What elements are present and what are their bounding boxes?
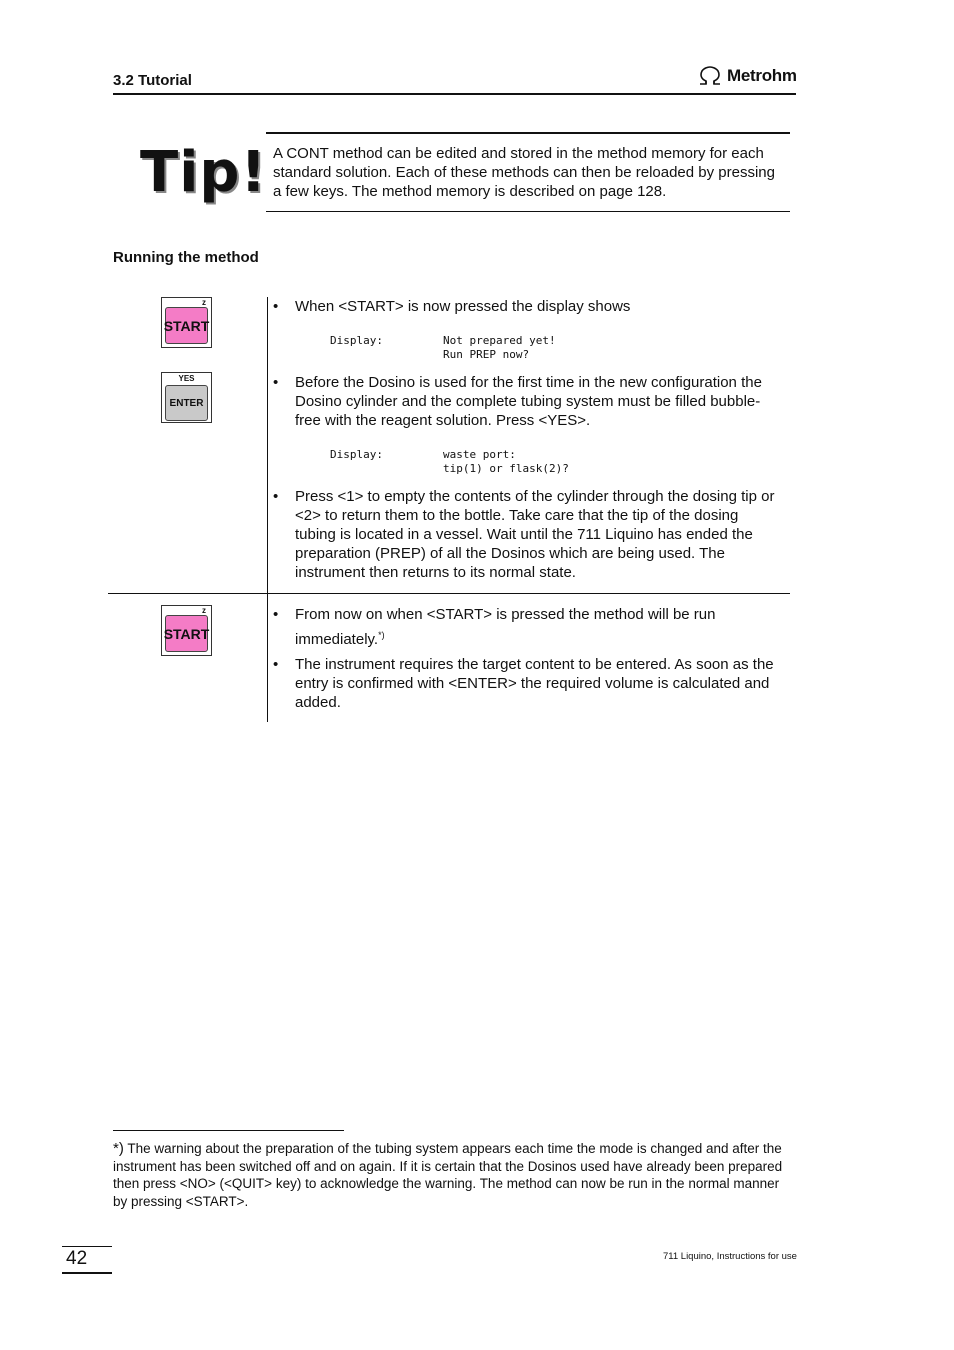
tip-rule-bottom: [266, 211, 790, 212]
display-line: Run PREP now?: [443, 348, 530, 361]
list-item: [273, 604, 783, 650]
list-item: • The instrument requires the target content to be entered. As soon as the entry is confirmed with <ENTER> the required volume is calculated and added.: [273, 656, 774, 711]
start-keycap: START: [165, 615, 208, 652]
footnote-ref: *): [378, 630, 385, 640]
display-label: Display:: [330, 448, 383, 461]
brand-name: Metrohm: [727, 66, 797, 85]
section-title: 3.2 Tutorial: [113, 72, 192, 89]
start-keycap: START: [165, 307, 208, 344]
page-number-rule-top: [62, 1246, 112, 1247]
list-item: • Press <1> to empty the contents of the cylinder through the dosing tip or <2> to return them to the bottle. Take care that the tip of the dosing tubing is located in a vessel. Wait until the 711 Liquino has ended the preparation (PREP) of all the Dosinos which are being used. The instrument then returns to its normal state.: [273, 488, 775, 581]
key-secondary-label: YES: [178, 374, 195, 383]
key-secondary-label: z: [202, 298, 206, 307]
tip-text: A CONT method can be edited and stored in the method memory for each standard solution. Each of these methods can then be reloaded by pressing a few keys. The method memory is described on page 128.: [273, 145, 775, 200]
row-divider: [108, 593, 790, 594]
footnote-text: The warning about the preparation of the tubing system appears each time the mode is changed and after the instrument has been switched off and on again. If it is certain that the Dosinos used have already been prepared then press <NO> (<QUIT> key) to acknowledge the warning. The method can now be run in the normal manner by pressing <START>.: [113, 1141, 783, 1209]
section-heading: Running the method: [113, 249, 259, 266]
footnote-mark: *): [113, 1140, 124, 1157]
bullet-icon: •: [273, 488, 279, 505]
document-name: 711 Liquino, Instructions for use: [663, 1251, 797, 1262]
page-number-rule: [62, 1272, 112, 1274]
start-key: [161, 297, 212, 348]
bullet-icon: •: [273, 298, 279, 315]
omega-icon: [697, 66, 723, 86]
display-label: Display:: [330, 334, 383, 347]
enter-keycap: ENTER: [165, 385, 208, 421]
display-line: waste port:: [443, 448, 516, 461]
display-line: tip(1) or flask(2)?: [443, 462, 569, 475]
enter-key: [161, 372, 212, 423]
step-text: From now on when <START> is pressed the method will be run immediately.: [295, 606, 716, 648]
list-item: • Before the Dosino is used for the first time in the new configuration the Dosino cylinder and the complete tubing system must be filled bubble-free with the reagent solution. Press <YES>.: [273, 374, 762, 429]
column-divider: [267, 297, 268, 593]
display-line: Not prepared yet!: [443, 334, 556, 347]
footnote-rule: [113, 1130, 344, 1131]
header-rule: [113, 93, 796, 95]
tip-heading: Tip!: [140, 140, 268, 205]
page-number: 42: [66, 1248, 88, 1269]
bullet-icon: •: [273, 374, 279, 391]
brand-logo: [697, 66, 797, 86]
start-key: [161, 605, 212, 656]
footnote: [113, 1140, 797, 1210]
key-secondary-label: z: [202, 606, 206, 615]
column-divider: [267, 594, 268, 722]
tip-rule-top: [266, 132, 790, 134]
bullet-icon: •: [273, 656, 279, 673]
list-item: • When <START> is now pressed the display shows: [273, 298, 631, 315]
bullet-icon: •: [273, 606, 279, 623]
